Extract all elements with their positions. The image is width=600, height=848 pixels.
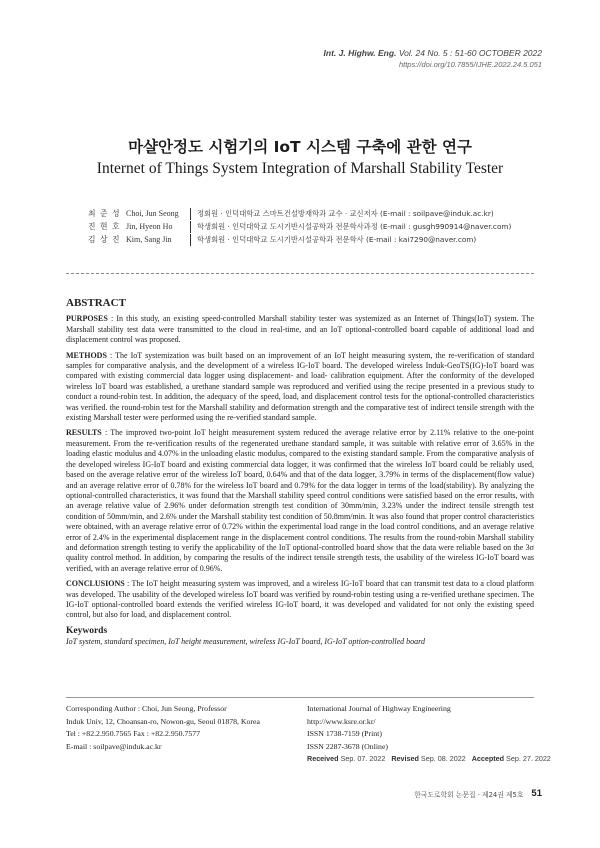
- accepted-label: Accepted: [471, 754, 505, 764]
- section-divider: [66, 273, 534, 274]
- author-name-en: Jin, Hyeon Ho: [126, 222, 173, 231]
- abstract-section: [66, 298, 534, 648]
- author-affiliation: 학생회원 · 인덕대학교 도시기반시설공학과 전문학사과정 (E-mail : gusgh990914@naver.com): [190, 221, 511, 233]
- page-footer: [414, 788, 542, 799]
- issn-print: ISSN 1738-7159 (Print): [307, 729, 382, 739]
- received-label: Received: [307, 754, 339, 764]
- author-email[interactable]: E-mail : soilpave@induk.ac.kr: [66, 741, 162, 751]
- abstract-heading: ABSTRACT: [66, 297, 126, 309]
- journal-date: OCTOBER 2022: [478, 48, 542, 58]
- conclusions-label: CONCLUSIONS: [66, 579, 125, 589]
- received-date: Sep. 07. 2022: [340, 754, 386, 764]
- journal-citation: [324, 48, 542, 58]
- footer-rule: [66, 697, 534, 698]
- keywords-list: IoT system, standard specimen, IoT height measurement, wireless IG-IoT board, IG-IoT option-controlled board: [66, 637, 425, 647]
- abstract-conclusions: [66, 579, 534, 621]
- author-row: [88, 220, 511, 233]
- corresponding-author: Corresponding Author : Choi, Jun Seong, Professor: [66, 704, 227, 713]
- author-affiliation: 정회원 · 인덕대학교 스마트건설방재학과 교수 · 교신저자 (E-mail : soilpave@induk.ac.kr): [190, 208, 494, 220]
- journal-korean-name: 한국도로학회 논문집 · 제24권 제5호: [414, 790, 524, 799]
- purposes-label: PURPOSES: [66, 314, 108, 324]
- author-affiliation: 학생회원 · 인덕대학교 도시기반시설공학과 전문학사 (E-mail : kai7290@naver.com): [190, 234, 476, 246]
- doi-link[interactable]: https://doi.org/10.7855/IJHE.2022.24.5.051: [398, 60, 542, 69]
- article-dates: [307, 753, 551, 766]
- title-korean: 마샬안정도 시험기의 IoT 시스템 구축에 관한 연구: [128, 138, 472, 156]
- author-list: [88, 207, 511, 246]
- abstract-purposes: [66, 314, 534, 345]
- keywords-heading: Keywords: [66, 625, 108, 636]
- journal-name: Int. J. Highw. Eng.: [323, 48, 397, 58]
- author-name-ko: 진 현 호: [88, 222, 121, 231]
- journal-info: [307, 703, 551, 766]
- journal-volume: Vol. 24 No. 5 : 51-60: [398, 48, 477, 58]
- author-name-en: Choi, Jun Seong: [126, 209, 179, 218]
- conclusions-text: : The IoT height measuring system was improved, and a wireless IG-IoT board that can transmit test data to a cloud platform was developed. The usability of the developed wireless IoT board was verified by round-robin testing using a re-verified urethane specimen. The IG-IoT optional-controlled board extends the verified wireless IG-IoT board, it was developed and validated for not only the existing speed control, but also for load, and displacement control.: [66, 579, 534, 620]
- page-number: 51: [531, 788, 542, 799]
- author-name-ko: 김 상 진: [88, 235, 121, 244]
- journal-header: [324, 48, 542, 69]
- corresponding-author-info: [66, 703, 260, 753]
- issn-online: ISSN 2287-3678 (Online): [307, 741, 388, 751]
- methods-text: : The IoT systemization was built based on an improvement of an IoT height measuring system, the re-verification of standard samples for comparative analysis, and the development of a wireless IG-IoT board. The developed wireless Induk-GeoTS(IG)-IoT board was compared with existing commercial data logger using displacement- and load- calibration equipment. After the conformity of the developed wireless IoT board was established, a urethane standard sample was reproduced and verified using the recipe presented in a previous study to conduct a round-robin test. In addition, the adequacy of the speed, load, and displacement control tests for the optional-controlled characteristics was verified. the round-robin test for the Marshall stability and deformation strength and the comparative test of indirect tensile strength with the existing Marshall tester were performed using the re-verified standard sample.: [66, 350, 534, 423]
- results-text: : The improved two-point IoT height measurement system reduced the average relative error by 2.11% relative to the one-point measurement. From the re-verification results of the regenerated urethane standard sample, it was suitable with relative error of 3.65% in the loading elastic modulus and 4.07% in the unloading elastic modulus, compared to the existing standard sample. From the comparative analysis of the developed wireless IG-IoT board and existing commercial data logger, it was confirmed that the wireless IoT board could be reliably used, based on the average relative error of the wireless IoT board, 0.64% and that of the data logger, 3.79% in terms of the displacement(flow value) and an average relative error of 0.78% for the wireless IoT board and 0.79% for the data logger in terms of the load(stability). By analyzing the optional-controlled characteristics, it was found that the Marshall stability speed control conditions were satisfied based on the error results, with an average relative value of 2.96% under deformation strength test condition of 30mm/min, 3.23% under the indirect tensile strength test condition of 50mm/min, and 2.6% under the Marshall stability test condition of 50.8mm/min. It was also found that proper control characteristics were obtained, with an average relative error of 0.72% within the experimental load range in the load control conditions, and an average relative error of 2.4% in the experimental displacement range in the displacement control conditions. The results from the round-robin Marshall stability and deformation strength testing to verify the applicability of the IoT optional-controlled board show that the data were reliable based on the 3σ quality control method. In addition, by comparing the results of the indirect tensile strength tests, the usability of the wireless IG-IoT board was verified, with an average relative error of 0.96%.: [66, 428, 534, 573]
- author-row: [88, 233, 511, 246]
- revised-date: Sep. 08. 2022: [420, 754, 466, 764]
- title-english: Internet of Things System Integration of Marshall Stability Tester: [96, 160, 504, 177]
- author-name-en: Kim, Sang Jin: [126, 235, 172, 244]
- journal-url[interactable]: http://www.ksre.or.kr/: [307, 716, 376, 726]
- author-phone-fax: Tel : +82.2.950.7565 Fax : +82.2.950.7577: [66, 729, 201, 739]
- author-address: Induk Univ, 12, Choansan-ro, Nowon-gu, Seoul 01878, Korea: [66, 716, 260, 726]
- revised-label: Revised: [391, 754, 419, 764]
- author-name-ko: 최 준 성: [88, 209, 121, 218]
- journal-full-name: International Journal of Highway Engineering: [307, 704, 451, 713]
- methods-label: METHODS: [66, 350, 107, 360]
- abstract-methods: [66, 351, 534, 424]
- abstract-results: [66, 428, 534, 574]
- purposes-text: : In this study, an existing speed-controlled Marshall stability tester was systemized as an Internet of Things(IoT) system. The Marshall stability test data were transmitted to the cloud in real-time, and an IoT optional-controlled board capable of additional load and displacement control was proposed.: [66, 314, 534, 345]
- accepted-date: Sep. 27. 2022: [506, 754, 551, 764]
- results-label: RESULTS: [66, 428, 102, 438]
- author-row: [88, 207, 511, 220]
